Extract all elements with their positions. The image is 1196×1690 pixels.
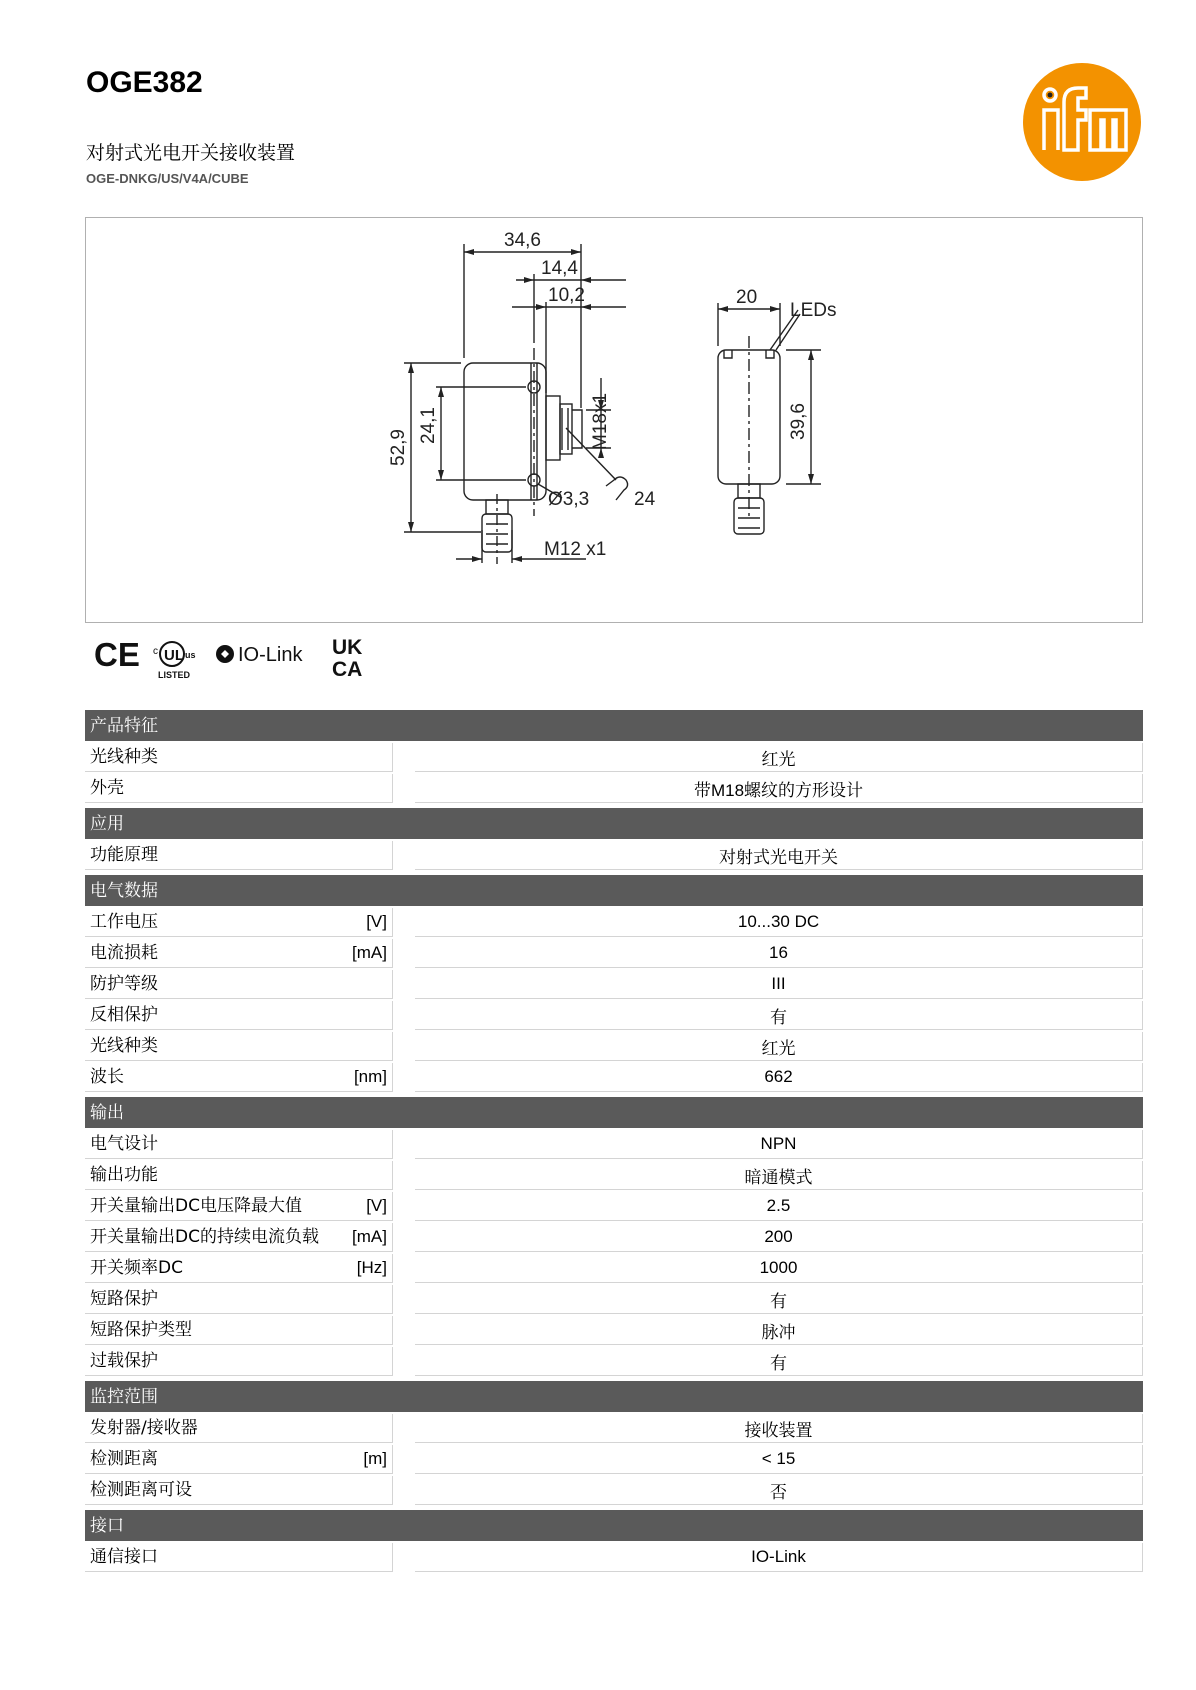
spec-value: 否 — [415, 1476, 1143, 1505]
spec-row — [85, 1032, 1143, 1061]
spec-label-cell — [85, 1161, 393, 1190]
spec-label-cell — [85, 1543, 393, 1572]
technical-drawing-svg — [86, 218, 1142, 622]
spec-label-cell — [85, 1285, 393, 1314]
spec-label: 工作电压 — [90, 912, 158, 932]
spec-label: 开关量输出DC的持续电流负载 — [90, 1227, 319, 1247]
dim-24-1: 24,1 — [418, 407, 439, 444]
spec-label: 电气设计 — [90, 1134, 158, 1154]
spec-value: 有 — [415, 1347, 1143, 1376]
spec-row — [85, 1445, 1143, 1474]
spec-label-cell — [85, 1001, 393, 1030]
specifications-table — [85, 710, 1143, 1572]
spec-label: 电流损耗 — [90, 943, 158, 963]
dim-wrench: 24 — [634, 489, 656, 510]
spec-label-cell — [85, 1063, 393, 1092]
spec-label: 短路保护类型 — [90, 1320, 192, 1340]
spec-unit: [nm] — [353, 1067, 387, 1086]
spec-value: 暗通模式 — [415, 1161, 1143, 1190]
ukca-mark-top: UK — [332, 636, 363, 659]
spec-row — [85, 1347, 1143, 1376]
spec-unit: [V] — [366, 1196, 387, 1215]
dim-hole: Ø3,3 — [548, 489, 590, 510]
spec-label: 发射器/接收器 — [90, 1418, 198, 1438]
spec-row — [85, 1223, 1143, 1252]
spec-label: 开关频率DC — [90, 1258, 183, 1278]
spec-value: III — [415, 970, 1143, 999]
ifm-logo — [1022, 62, 1142, 182]
spec-label: 防护等级 — [90, 974, 158, 994]
spec-label: 短路保护 — [90, 1289, 158, 1309]
section-header: 电气数据 — [85, 875, 1143, 906]
section-header: 接口 — [85, 1510, 1143, 1541]
spec-label-cell — [85, 1445, 393, 1474]
spec-label-cell — [85, 841, 393, 870]
spec-label: 通信接口 — [90, 1547, 158, 1567]
ce-mark: CE — [94, 636, 140, 673]
section-header: 输出 — [85, 1097, 1143, 1128]
spec-unit: [mA] — [352, 943, 387, 962]
spec-value: 10...30 DC — [415, 908, 1143, 937]
spec-unit: [Hz] — [356, 1258, 387, 1277]
dim-52-9: 52,9 — [388, 429, 409, 466]
spec-row — [85, 841, 1143, 870]
spec-value: < 15 — [415, 1445, 1143, 1474]
spec-label-cell — [85, 939, 393, 968]
iolink-mark: IO-Link — [238, 644, 303, 666]
dim-39-6: 39,6 — [788, 403, 809, 440]
spec-label-cell — [85, 1476, 393, 1505]
product-code: OGE-DNKG/US/V4A/CUBE — [86, 171, 249, 186]
spec-label: 反相保护 — [90, 1005, 158, 1025]
spec-value: 红光 — [415, 743, 1143, 772]
spec-row — [85, 743, 1143, 772]
spec-label: 外壳 — [90, 778, 124, 798]
spec-value: 1000 — [415, 1254, 1143, 1283]
spec-label: 检测距离 — [90, 1449, 158, 1469]
spec-row — [85, 1130, 1143, 1159]
dim-14-4: 14,4 — [541, 258, 578, 279]
spec-label-cell — [85, 1192, 393, 1221]
spec-row — [85, 1476, 1143, 1505]
spec-row — [85, 1285, 1143, 1314]
spec-label-cell — [85, 1414, 393, 1443]
spec-label: 功能原理 — [90, 845, 158, 865]
spec-value: 接收装置 — [415, 1414, 1143, 1443]
spec-value: 红光 — [415, 1032, 1143, 1061]
spec-label: 检测距离可设 — [90, 1480, 192, 1500]
spec-label-cell — [85, 908, 393, 937]
spec-row — [85, 1161, 1143, 1190]
product-title: OGE382 — [86, 66, 203, 99]
ukca-mark-bottom: CA — [332, 658, 363, 681]
spec-label-cell — [85, 1254, 393, 1283]
wrench-icon — [606, 477, 628, 500]
spec-value: 200 — [415, 1223, 1143, 1252]
spec-row — [85, 1192, 1143, 1221]
spec-value: NPN — [415, 1130, 1143, 1159]
spec-row — [85, 939, 1143, 968]
spec-label: 输出功能 — [90, 1165, 158, 1185]
spec-row — [85, 970, 1143, 999]
spec-label-cell — [85, 1223, 393, 1252]
svg-text:us: us — [185, 650, 196, 660]
dim-10-2: 10,2 — [548, 285, 585, 306]
dim-m12: M12 x1 — [544, 539, 607, 560]
spec-label: 过载保护 — [90, 1351, 158, 1371]
spec-label-cell — [85, 1032, 393, 1061]
section-header: 应用 — [85, 808, 1143, 839]
certification-icons — [90, 632, 390, 684]
spec-value: 有 — [415, 1001, 1143, 1030]
spec-label-cell — [85, 1130, 393, 1159]
spec-label-cell — [85, 774, 393, 803]
spec-label-cell — [85, 1347, 393, 1376]
svg-text:UL: UL — [164, 647, 184, 664]
spec-unit: [V] — [366, 912, 387, 931]
spec-row — [85, 1001, 1143, 1030]
spec-value: 662 — [415, 1063, 1143, 1092]
spec-row — [85, 1316, 1143, 1345]
spec-label: 光线种类 — [90, 1036, 158, 1056]
spec-value: IO-Link — [415, 1543, 1143, 1572]
dim-34-6: 34,6 — [504, 230, 541, 251]
spec-label-cell — [85, 1316, 393, 1345]
product-subtitle: 对射式光电开关接收装置 — [86, 142, 296, 164]
spec-value: 脉冲 — [415, 1316, 1143, 1345]
spec-unit: [m] — [363, 1449, 387, 1468]
spec-value: 带M18螺纹的方形设计 — [415, 774, 1143, 803]
spec-value: 2.5 — [415, 1192, 1143, 1221]
spec-row — [85, 1543, 1143, 1572]
certification-marks — [90, 632, 390, 684]
spec-unit: [mA] — [352, 1227, 387, 1246]
section-header: 监控范围 — [85, 1381, 1143, 1412]
spec-row — [85, 908, 1143, 937]
dim-m18: M18x1 — [590, 392, 611, 450]
section-header: 产品特征 — [85, 710, 1143, 741]
svg-text:LISTED: LISTED — [158, 670, 191, 680]
dim-20: 20 — [736, 287, 758, 308]
spec-row — [85, 1414, 1143, 1443]
spec-row — [85, 1063, 1143, 1092]
spec-label: 光线种类 — [90, 747, 158, 767]
spec-label: 波长 — [90, 1067, 124, 1087]
dimension-drawing — [85, 217, 1143, 623]
spec-row — [85, 774, 1143, 803]
spec-label: 开关量输出DC电压降最大值 — [90, 1196, 302, 1216]
spec-label-cell — [85, 970, 393, 999]
spec-row — [85, 1254, 1143, 1283]
spec-value: 16 — [415, 939, 1143, 968]
spec-value: 对射式光电开关 — [415, 841, 1143, 870]
spec-label-cell — [85, 743, 393, 772]
spec-value: 有 — [415, 1285, 1143, 1314]
svg-text:c: c — [153, 646, 158, 657]
dim-leds: LEDs — [790, 300, 837, 321]
